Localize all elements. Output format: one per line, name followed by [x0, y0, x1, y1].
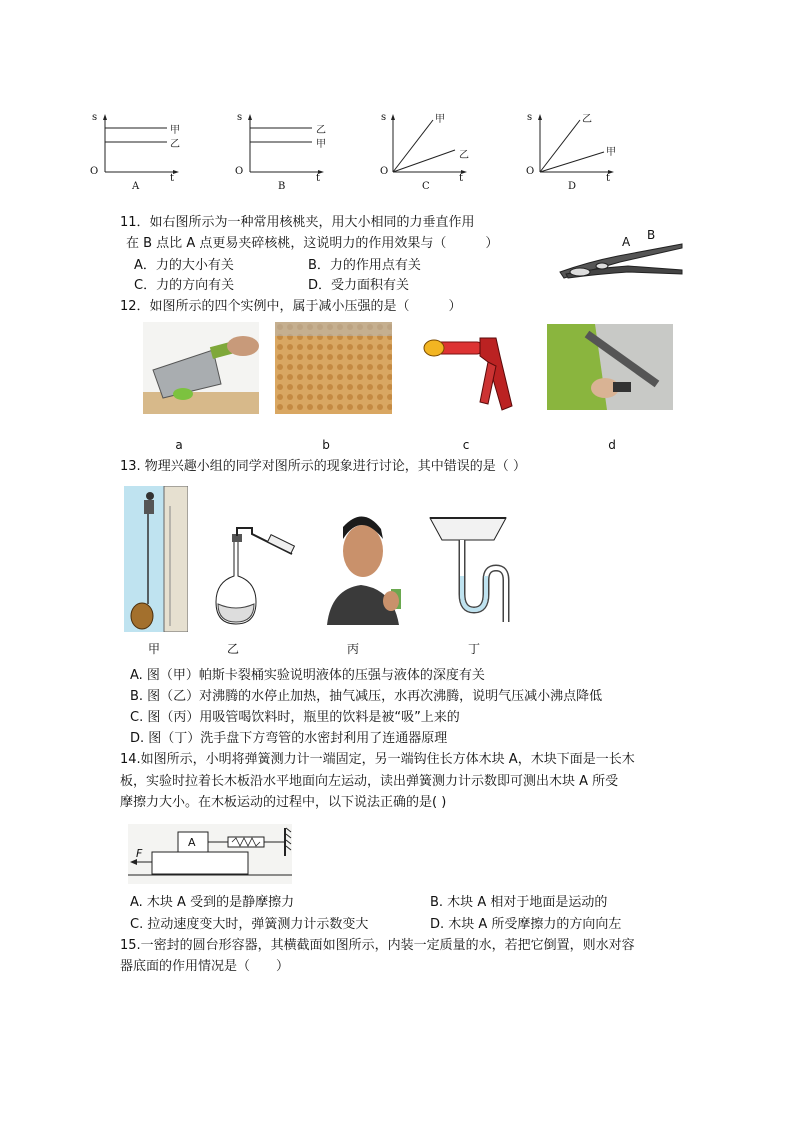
graph-c-line1: 甲 — [435, 114, 445, 125]
q13-option-b: B. 图（乙）对沸腾的水停止加热，抽气减压，水再次沸腾，说明气压减小沸点降低 — [130, 689, 603, 704]
q14-stem-line1: 14.如图所示，小明将弹簧测力计一端固定，另一端钩住长方体木块 A，木块下面是一长木 — [120, 752, 635, 767]
figure-block-a-label: A — [188, 836, 196, 849]
graph-a-o: O — [90, 166, 99, 177]
figure-spring-scale — [128, 824, 292, 884]
q13-option-c: C. 图（丙）用吸管喝饮料时，瓶里的饮料是被“吸”上来的 — [130, 710, 460, 725]
graph-b-s: s — [237, 112, 243, 123]
q14-stem-line2: 板，实验时拉着长木板沿水平地面向左运动，读出弹簧测力计示数即可测出木块 A 所受 — [120, 774, 619, 789]
graph-b-line2: 甲 — [316, 139, 326, 150]
q11-stem-line2: 在 B 点比 A 点更易夹碎核桃，这说明力的作用效果与（ ） — [126, 236, 499, 251]
q13-option-d: D. 图（丁）洗手盘下方弯管的水密封利用了连通器原理 — [130, 731, 448, 746]
q15-stem-line1: 15.一密封的圆台形容器，其横截面如图所示，内装一定质量的水，若把它倒置，则水对容 — [120, 938, 635, 953]
q11-option-d: D．受力面积有关 — [308, 278, 410, 293]
q11-option-b: B．力的作用点有关 — [308, 258, 421, 273]
graph-d-o: O — [526, 166, 535, 177]
figure-flask — [212, 526, 302, 626]
q11-stem-line1: 11．如右图所示为一种常用核桃夹，用大小相同的力垂直作用 — [120, 215, 475, 230]
graph-c-t: t — [459, 173, 464, 184]
graph-a-line2: 乙 — [170, 139, 180, 150]
photo-d-seatbelt — [547, 324, 673, 410]
graph-c-s: s — [381, 112, 387, 123]
q14-option-a: A. 木块 A 受到的是静摩擦力 — [130, 895, 295, 910]
q13-label-jia: 甲 — [147, 642, 160, 656]
photo-c-tool — [422, 322, 526, 414]
q13-label-bing: 丙 — [346, 642, 359, 656]
figure-pascal-barrel — [124, 486, 188, 632]
graph-a-label: A — [132, 181, 140, 192]
q15-stem-line2: 器底面的作用情况是（ ） — [120, 959, 290, 974]
graph-d-label: D — [568, 181, 577, 192]
q13-label-yi: 乙 — [226, 642, 239, 656]
graph-a-axes — [95, 112, 195, 192]
graph-d-line2: 甲 — [606, 147, 616, 158]
q14-stem-line3: 摩擦力大小。在木板运动的过程中，以下说法正确的是( ) — [120, 795, 447, 810]
nutcracker-point-b: B — [647, 228, 656, 242]
photo-a-cleaver — [143, 322, 259, 414]
nutcracker-point-a: A — [622, 235, 631, 249]
graph-b-o: O — [235, 166, 244, 177]
graph-b-label: B — [278, 181, 286, 192]
graph-d-t: t — [606, 173, 611, 184]
q12-label-c: c — [462, 438, 470, 452]
graph-c-o: O — [380, 166, 389, 177]
q13-label-ding: 丁 — [467, 642, 480, 656]
graph-b-line1: 乙 — [316, 125, 326, 136]
graph-c-label: C — [422, 181, 430, 192]
figure-force-f-label: F — [136, 847, 143, 860]
graph-a-t: t — [170, 173, 175, 184]
graph-c-line2: 乙 — [459, 150, 469, 161]
photo-b-tactile-paving — [275, 322, 392, 414]
q14-option-c: C. 拉动速度变大时，弹簧测力计示数变大 — [130, 917, 369, 932]
graph-d-s: s — [527, 112, 533, 123]
q13-stem: 13. 物理兴趣小组的同学对图所示的现象进行讨论，其中错误的是（ ） — [120, 459, 526, 474]
graph-b-t: t — [316, 173, 321, 184]
graph-a-s: s — [92, 112, 98, 123]
q11-option-c: C．力的方向有关 — [134, 278, 235, 293]
q12-label-d: d — [608, 438, 616, 452]
q12-stem: 12．如图所示的四个实例中，属于减小压强的是（ ） — [120, 299, 462, 314]
figure-sink-trap — [428, 514, 508, 624]
q14-option-d: D. 木块 A 所受摩擦力的方向向左 — [430, 917, 622, 932]
graph-a-line1: 甲 — [170, 125, 180, 136]
q12-label-a: a — [175, 438, 183, 452]
q13-option-a: A. 图（甲）帕斯卡裂桶实验说明液体的压强与液体的深度有关 — [130, 668, 485, 683]
q11-option-a: A．力的大小有关 — [134, 258, 234, 273]
photo-boy-drinking — [321, 505, 403, 625]
q14-option-b: B. 木块 A 相对于地面是运动的 — [430, 895, 608, 910]
q12-label-b: b — [322, 438, 330, 452]
graph-d-line1: 乙 — [582, 114, 592, 125]
